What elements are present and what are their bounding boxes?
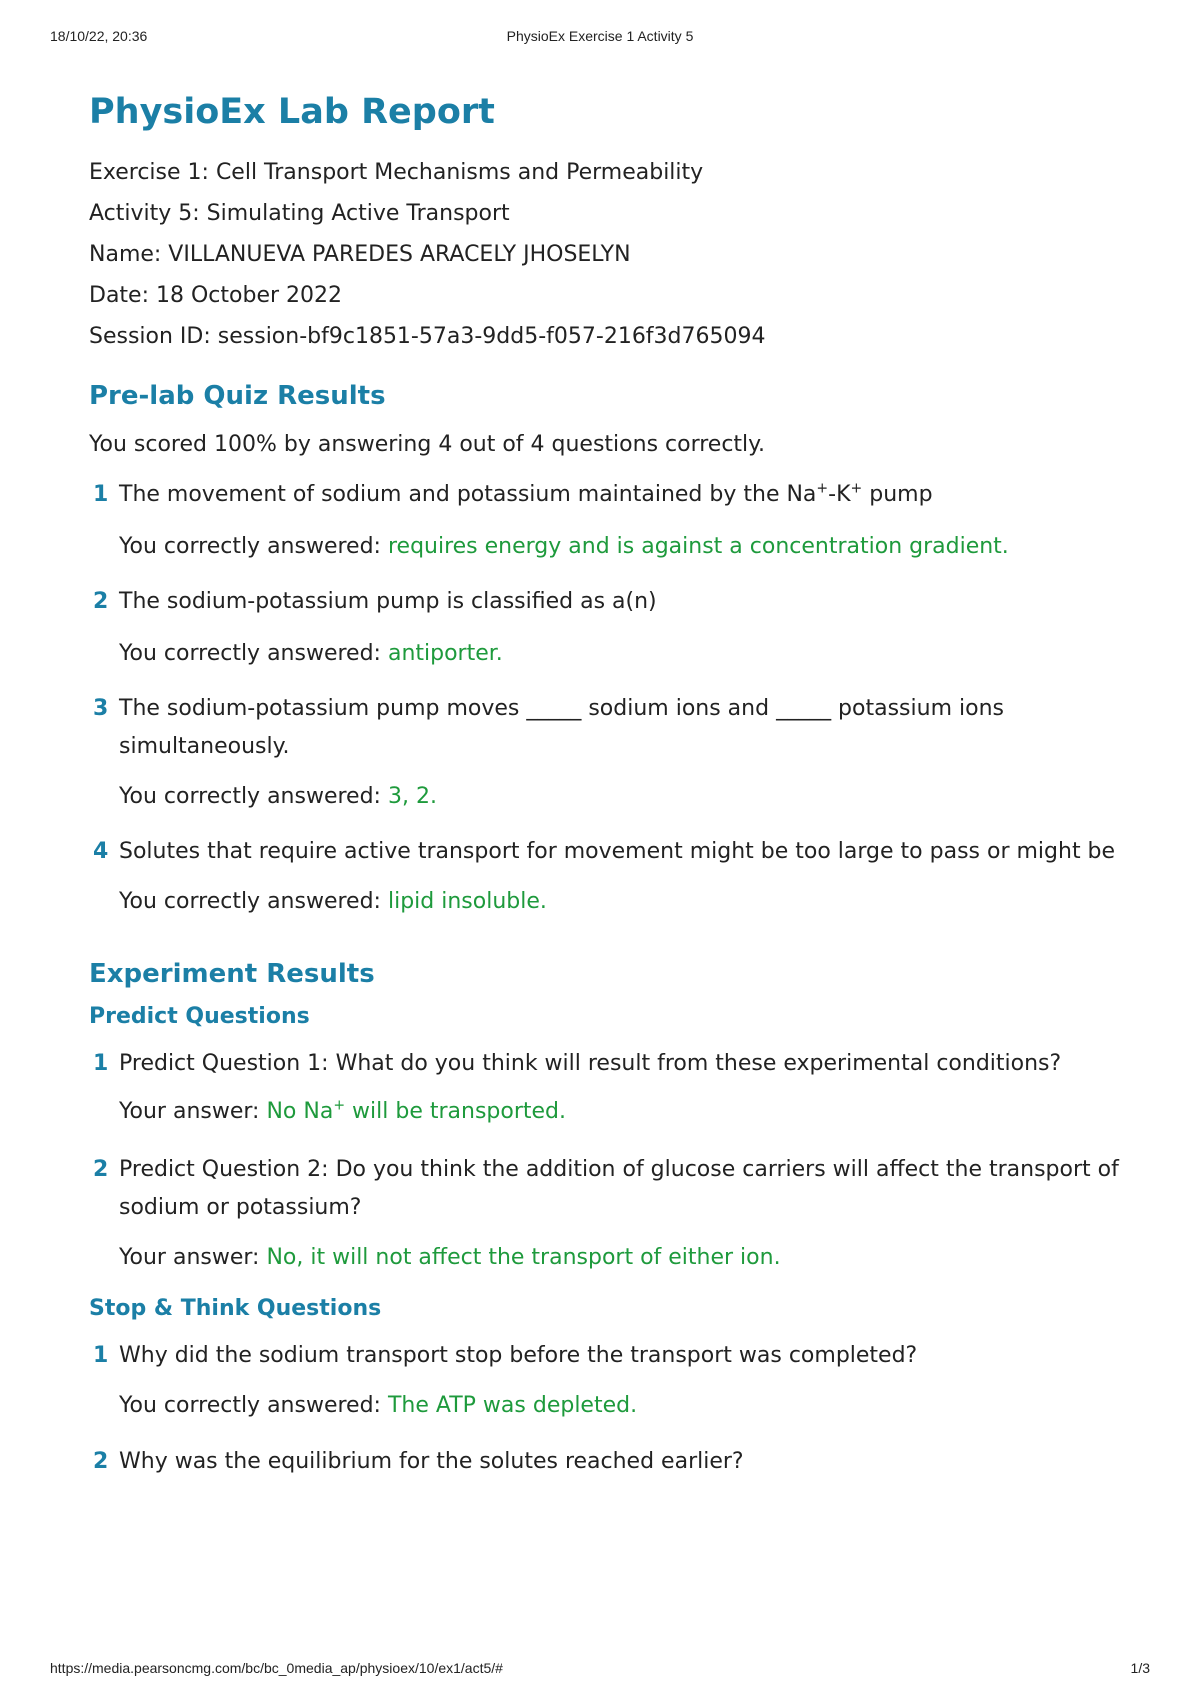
prelab-question-1: [89, 476, 1129, 566]
report-title: PhysioEx Lab Report: [89, 92, 495, 132]
print-page-number: 1/3: [1130, 1660, 1150, 1676]
answer-prefix: You correctly answered:: [119, 534, 381, 559]
answer-line: [119, 528, 1129, 566]
answer-line: [119, 1093, 1129, 1131]
question-text: The sodium-potassium pump moves _____ sodium ions and _____ potassium ions simultaneously.: [119, 696, 1004, 759]
report-meta: [89, 152, 1129, 357]
answer-value: No Na+ will be transported.: [266, 1097, 567, 1124]
question-text: Predict Question 1: What do you think will result from these experimental conditions?: [119, 1051, 1062, 1076]
answer-line: [119, 635, 1129, 673]
session-line: Session ID: session-bf9c1851-57a3-9dd5-f057-216f3d765094: [89, 324, 766, 349]
answer-prefix: You correctly answered:: [119, 1393, 381, 1418]
question-number: 1: [93, 1343, 109, 1368]
exercise-line: Exercise 1: Cell Transport Mechanisms and Permeability: [89, 160, 704, 185]
prelab-question-4: [89, 833, 1129, 921]
answer-line: [119, 778, 1129, 816]
question-text: Why was the equilibrium for the solutes reached earlier?: [119, 1449, 744, 1474]
answer-prefix: Your answer:: [119, 1245, 260, 1270]
stop-think-heading: Stop & Think Questions: [89, 1296, 382, 1321]
question-number: 2: [93, 1157, 109, 1182]
question-number: 2: [93, 589, 109, 614]
prelab-question-3: [89, 690, 1129, 816]
print-page-title: PhysioEx Exercise 1 Activity 5: [506, 28, 694, 44]
question-text: The movement of sodium and potassium maintained by the Na+-K+ pump: [119, 480, 933, 507]
answer-line: [119, 1239, 1129, 1277]
question-text: The sodium-potassium pump is classified as a(n): [119, 589, 657, 614]
question-text: Solutes that require active transport for movement might be too large to pass or might be: [119, 839, 1116, 864]
date-line: Date: 18 October 2022: [89, 283, 342, 308]
prelab-heading: Pre-lab Quiz Results: [89, 381, 386, 411]
answer-line: [119, 883, 1129, 921]
print-datetime: 18/10/22, 20:36: [50, 28, 148, 44]
answer-prefix: You correctly answered:: [119, 641, 381, 666]
stop-think-question-1: [89, 1337, 1129, 1425]
print-url: https://media.pearsoncmg.com/bc/bc_0media_ap/physioex/10/ex1/act5/#: [50, 1660, 503, 1676]
question-number: 4: [93, 839, 109, 864]
answer-value: 3, 2.: [387, 784, 437, 809]
answer-line: [119, 1387, 1129, 1425]
answer-prefix: You correctly answered:: [119, 889, 381, 914]
question-text: Why did the sodium transport stop before the transport was completed?: [119, 1343, 918, 1368]
question-number: 1: [93, 1051, 109, 1076]
answer-value: No, it will not affect the transport of either ion.: [266, 1245, 781, 1270]
prelab-question-2: [89, 583, 1129, 673]
experiment-heading: Experiment Results: [89, 959, 375, 989]
answer-value: requires energy and is against a concentration gradient.: [387, 534, 1009, 559]
question-text: Predict Question 2: Do you think the addition of glucose carriers will affect the transport of sodium or potassium?: [119, 1157, 1119, 1220]
print-footer: [50, 1660, 1150, 1680]
predict-question-2: [89, 1151, 1129, 1277]
question-number: 1: [93, 482, 109, 507]
answer-value: The ATP was depleted.: [387, 1393, 638, 1418]
activity-line: Activity 5: Simulating Active Transport: [89, 201, 510, 226]
question-number: 2: [93, 1449, 109, 1474]
print-header: [50, 28, 1150, 48]
answer-prefix: You correctly answered:: [119, 784, 381, 809]
prelab-score: You scored 100% by answering 4 out of 4 questions correctly.: [89, 432, 766, 457]
predict-heading: Predict Questions: [89, 1004, 310, 1029]
answer-value: lipid insoluble.: [387, 889, 547, 914]
predict-question-1: [89, 1045, 1129, 1131]
name-line: Name: VILLANUEVA PAREDES ARACELY JHOSELYN: [89, 242, 631, 267]
answer-value: antiporter.: [387, 641, 503, 666]
stop-think-question-2: [89, 1443, 1129, 1481]
answer-prefix: Your answer:: [119, 1099, 260, 1124]
question-number: 3: [93, 696, 109, 721]
lab-report: [89, 88, 1129, 1481]
